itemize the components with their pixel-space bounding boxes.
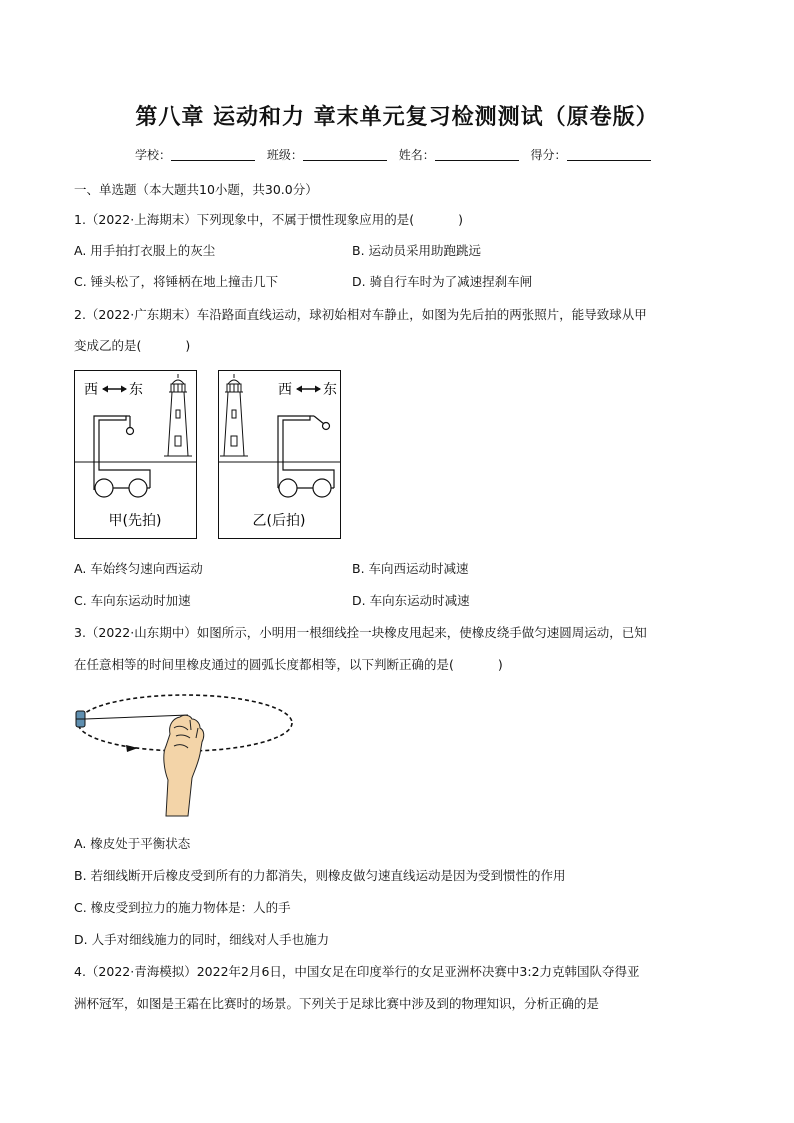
hand-icon — [164, 715, 204, 816]
question-2-stem-line1: 2.（2022·广东期末）车沿路面直线运动，球初始相对车静止，如图为先后拍的两张照片，能导致球从甲 — [74, 307, 647, 322]
eraser-icon — [76, 711, 85, 727]
name-label: 姓名： — [398, 148, 435, 162]
q3-figure — [70, 688, 300, 820]
q1-option-c[interactable]: C. 锤头松了，将锤柄在地上撞击几下 — [74, 274, 279, 289]
q2-option-c[interactable]: C. 车向东运动时加速 — [74, 593, 191, 608]
class-blank[interactable] — [303, 148, 387, 161]
q2-figure — [74, 370, 344, 540]
direction-west: 西 — [84, 382, 98, 398]
cart-icon — [278, 416, 334, 497]
school-blank[interactable] — [171, 148, 255, 161]
q2-option-a[interactable]: A. 车始终匀速向西运动 — [74, 561, 203, 576]
q1-option-d[interactable]: D. 骑自行车时为了减速捏刹车闸 — [352, 274, 533, 289]
score-label: 得分： — [530, 148, 567, 162]
figure-panel-yi — [218, 371, 341, 539]
question-3-stem-line2: 在任意相等的时间里橡皮通过的圆弧长度都相等，以下判断正确的是( ) — [74, 657, 503, 672]
direction-east: 东 — [323, 382, 337, 398]
student-info — [135, 146, 659, 163]
q3-option-b[interactable]: B. 若细线断开后橡皮受到所有的力都消失，则橡皮做匀速直线运动是因为受到惯性的作用 — [74, 868, 566, 883]
school-label: 学校： — [135, 148, 172, 162]
q3-option-a[interactable]: A. 橡皮处于平衡状态 — [74, 836, 191, 851]
question-4-stem-line1: 4.（2022·青海模拟）2022年2月6日，中国女足在印度举行的女足亚洲杯决赛中3:2力克韩国队夺得亚 — [74, 964, 640, 979]
question-2-stem-line2: 变成乙的是( ) — [74, 338, 191, 353]
caption-jia: 甲(先拍) — [108, 513, 162, 529]
figure-panel-jia — [74, 371, 197, 539]
question-1-stem: 1.（2022·上海期末）下列现象中，不属于惯性现象应用的是( ) — [74, 212, 463, 227]
lighthouse-icon — [164, 374, 192, 456]
question-3-stem-line1: 3.（2022·山东期中）如图所示，小明用一根细线拴一块橡皮甩起来，使橡皮绕手做匀速圆周运动，已知 — [74, 625, 647, 640]
lighthouse-icon — [220, 374, 248, 456]
page-title: 第八章 运动和力 章末单元复习检测测试（原卷版） — [135, 105, 659, 130]
double-arrow-icon — [296, 386, 321, 393]
name-blank[interactable] — [435, 148, 519, 161]
q1-option-b[interactable]: B. 运动员采用助跑跳远 — [352, 243, 482, 258]
direction-west: 西 — [278, 382, 292, 398]
question-4-stem-line2: 洲杯冠军，如图是王霜在比赛时的场景。下列关于足球比赛中涉及到的物理知识，分析正确的是 — [74, 996, 600, 1011]
q3-option-d[interactable]: D. 人手对细线施力的同时，细线对人手也施力 — [74, 932, 330, 947]
q1-option-a[interactable]: A. 用手拍打衣服上的灰尘 — [74, 243, 216, 258]
q2-option-b[interactable]: B. 车向西运动时减速 — [352, 561, 469, 576]
direction-east: 东 — [129, 382, 143, 398]
cart-icon — [94, 416, 150, 497]
class-label: 班级： — [266, 148, 303, 162]
section-heading: 一、单选题（本大题共10小题，共30.0分） — [74, 182, 318, 197]
double-arrow-icon — [102, 386, 127, 393]
q3-option-c[interactable]: C. 橡皮受到拉力的施力物体是：人的手 — [74, 900, 291, 915]
score-blank[interactable] — [567, 148, 651, 161]
caption-yi: 乙(后拍) — [252, 513, 306, 529]
q2-option-d[interactable]: D. 车向东运动时减速 — [352, 593, 470, 608]
